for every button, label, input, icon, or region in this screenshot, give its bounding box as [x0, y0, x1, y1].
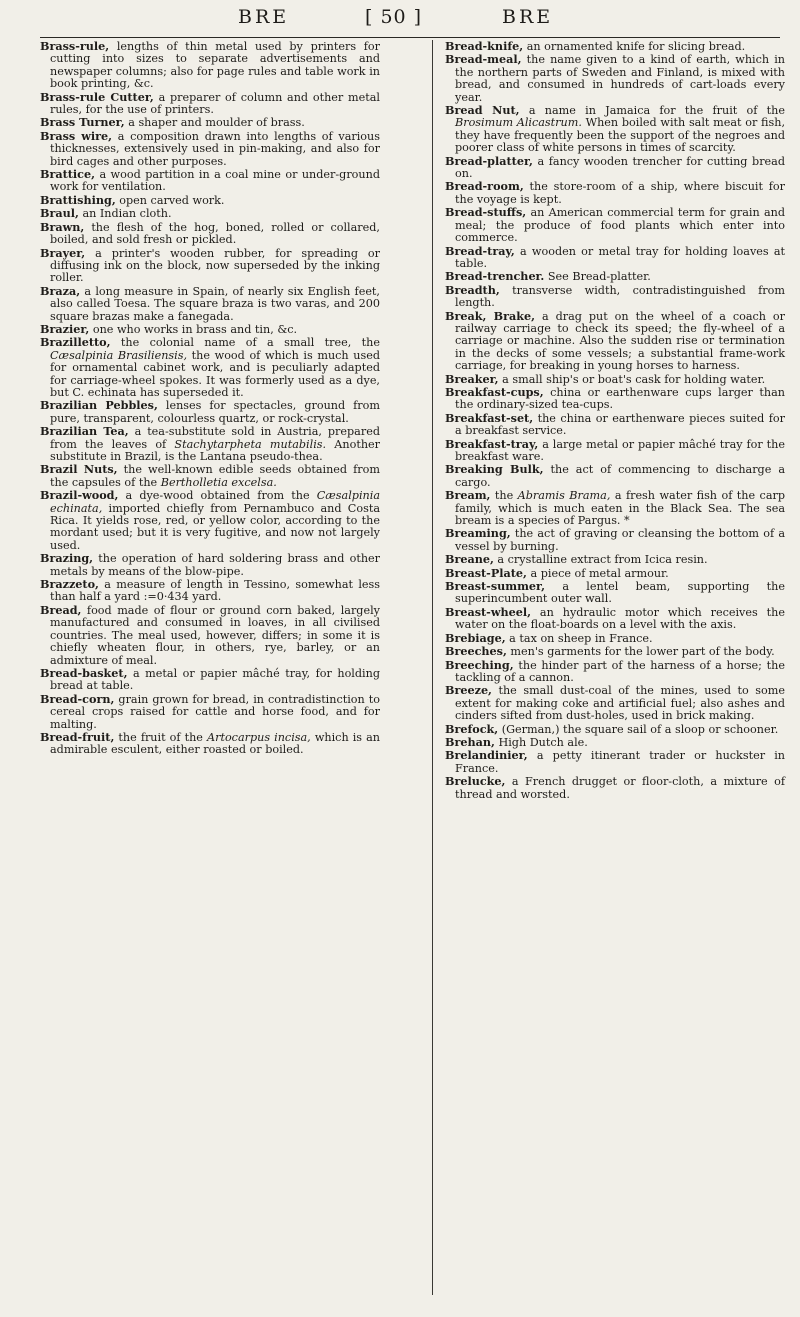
entry-headword: Bread-platter, [445, 153, 533, 168]
entry-definition: High Dutch ale. [494, 735, 588, 749]
entry-definition-tail: a fresh water fish of the carp family, which is much eaten in the Black Sea. The sea bream is a species of Pargus. * [455, 489, 785, 528]
dictionary-entry [445, 373, 785, 386]
entry-definition: a tea-substitute sold in Austria, prepared from the leaves of [50, 425, 380, 451]
running-head-right: BRE [502, 6, 554, 28]
entry-definition: a large metal or papier mâché tray for the breakfast ware. [455, 437, 785, 463]
dictionary-entry [445, 310, 785, 373]
entry-headword: Break, Brake, [445, 308, 536, 323]
entry-headword: Breakfast-tray, [445, 436, 539, 451]
entry-definition: the act of commencing to discharge a cargo. [455, 463, 785, 489]
dictionary-entry [40, 578, 380, 604]
entry-headword: Brelandinier, [445, 748, 528, 763]
entry-headword: Brazzeto, [40, 577, 99, 592]
entry-headword: Brazil Nuts, [40, 462, 118, 477]
entry-headword: Bread-meal, [445, 52, 522, 67]
entry-definition: a long measure in Spain, of nearly six English feet, also called Toesa. The square braza is two varas, and 200 square brazas make a fanegada. [50, 284, 380, 323]
entry-definition: the flesh of the hog, boned, rolled or collared, boiled, and sold fresh or pickled. [50, 220, 380, 247]
entry-definition: an American commercial term for grain and meal; the produce of food plants which enter into commerce. [455, 206, 785, 245]
entry-definition: one who works in brass and tin, &c. [89, 322, 298, 336]
dictionary-entry [445, 53, 785, 104]
dictionary-entry [40, 693, 380, 731]
entry-definition: a measure of length in Tessino, somewhat less than half a yard :=0·434 yard. [50, 578, 380, 604]
dictionary-entry [40, 604, 380, 667]
dictionary-entry [445, 155, 785, 181]
entry-definition: lengths of thin metal used by printers for cutting into sizes to separate advertisements and newspaper columns; also for page rules and table work in book printing, &c. [50, 40, 380, 91]
dictionary-entry [40, 194, 380, 207]
dictionary-entry [40, 552, 380, 578]
entry-headword: Brazier, [40, 321, 90, 336]
dictionary-entry [445, 553, 785, 566]
entry-definition: the well-known edible seeds obtained from the capsules of the [50, 463, 380, 489]
dictionary-entry [445, 580, 785, 606]
dictionary-entry [445, 527, 785, 553]
entry-headword: Brass wire, [40, 128, 113, 143]
entry-definition: the small dust-coal of the mines, used to some extent for making coke and artificial fuel; also ashes and cinders sifted from dust-holes, used in brick making. [455, 684, 785, 723]
entry-definition: the [490, 489, 518, 503]
entry-definition: the china or earthenware pieces suited for a breakfast service. [455, 411, 785, 438]
dictionary-entry [445, 684, 785, 722]
entry-definition: the fruit of the [114, 730, 208, 744]
dictionary-entry [40, 130, 380, 168]
dictionary-entry [40, 221, 380, 247]
entry-definition: china or earthenware cups larger than the ordinary-sized tea-cups. [455, 385, 785, 412]
entry-headword: Brattice, [40, 167, 96, 182]
entry-headword: Brazilian Pebbles, [40, 398, 158, 413]
entry-definition: a fancy wooden trencher for cutting bread on. [455, 154, 785, 181]
entry-headword: Breast-wheel, [445, 604, 531, 619]
entry-definition-tail: the wood of which is much used for ornamental cabinet work, and is peculiarly adapted for carriage-wheel spokes. It was formerly used as a dye, but C. echinata has superseded it. [50, 348, 380, 399]
dictionary-entry [40, 667, 380, 693]
entry-definition: a printer's wooden rubber, for spreading or diffusing ink on the block, now superseded by the inking roller. [50, 246, 380, 285]
dictionary-entry [445, 270, 785, 283]
entry-italic: Bertholletia excelsa. [160, 475, 277, 489]
entry-definition: men's garments for the lower part of the body. [506, 645, 775, 659]
dictionary-entry [445, 206, 785, 244]
dictionary-entry [40, 91, 380, 117]
entry-headword: Breeches, [445, 644, 507, 659]
entry-headword: Bread-basket, [40, 665, 128, 680]
entry-headword: Brayer, [40, 245, 86, 260]
page-header [0, 6, 800, 40]
entry-definition: food made of flour or ground corn baked, largely manufactured and consumed in loaves, in all civilised countries. The meal used, however, differs; in some it is chiefly wheaten flour, in others, rye, barley, or an admixture of meal. [50, 603, 380, 667]
dictionary-entry [40, 207, 380, 220]
dictionary-entry [445, 180, 785, 206]
entry-definition: a small ship's or boat's cask for holding water. [498, 372, 766, 386]
entry-definition: (German,) the square sail of a sloop or schooner. [498, 722, 779, 736]
entry-headword: Breadth, [445, 282, 500, 297]
entry-headword: Bread-corn, [40, 691, 115, 706]
entry-headword: Breaker, [445, 371, 499, 386]
dictionary-entry [445, 40, 785, 53]
entry-headword: Bread-room, [445, 179, 524, 194]
entry-headword: Bread, [40, 602, 82, 617]
entry-definition: a drag put on the wheel of a coach or railway carriage to check its speed; the fly-wheel of a carriage or machine. Also the sudden rise or termination in the decks of some vessels; a substantial frame-work carriage, for breaking in young horses to harness. [455, 309, 785, 373]
entry-headword: Brazilletto, [40, 335, 111, 350]
dictionary-entry [445, 659, 785, 685]
entry-definition: a shaper and moulder of brass. [124, 116, 305, 130]
entry-headword: Brazil-wood, [40, 488, 119, 503]
dictionary-entry [40, 425, 380, 463]
entry-italic: Cæsalpinia echinata, [50, 489, 380, 515]
entry-definition-tail: imported chiefly from Pernambuco and Costa Rica. It yields rose, red, or yellow color, according to the mordant used; but it is very fugitive, and now not largely used. [50, 501, 380, 552]
dictionary-entry [445, 438, 785, 464]
entry-definition-tail: which is an admirable esculent, either roasted or boiled. [50, 730, 381, 757]
entry-italic: Abramis Brama, [517, 489, 611, 503]
dictionary-entry [445, 749, 785, 775]
entry-definition: a preparer of column and other metal rules, for the use of printers. [50, 90, 380, 117]
entry-headword: Bream, [445, 488, 491, 503]
dictionary-entry [40, 489, 380, 552]
entry-definition: a French drugget or floor-cloth, a mixture of thread and worsted. [455, 775, 785, 801]
entry-headword: Brawn, [40, 219, 85, 234]
entry-headword: Breakfast-set, [445, 410, 534, 425]
entry-headword: Breakfast-cups, [445, 384, 544, 399]
entry-definition: the colonial name of a small tree, the [110, 336, 380, 350]
dictionary-entry [40, 336, 380, 399]
entry-headword: Braul, [40, 206, 79, 221]
dictionary-entry [445, 645, 785, 658]
entry-definition: a name in Jamaica for the fruit of the [519, 104, 785, 118]
dictionary-entry [40, 285, 380, 323]
entry-headword: Bread-knife, [445, 39, 524, 53]
dictionary-entry [445, 775, 785, 801]
dictionary-entry [40, 168, 380, 194]
page-number: [ 50 ] [365, 6, 423, 28]
dictionary-entry [445, 463, 785, 489]
entry-headword: Breane, [445, 552, 494, 567]
entry-definition: a composition drawn into lengths of various thicknesses, extensively used in pin-making, and also for bird cages and other purposes. [50, 129, 380, 168]
entry-definition: an ornamented knife for slicing bread. [523, 40, 746, 53]
entry-definition: a tax on sheep in France. [505, 631, 653, 645]
entry-definition: an hydraulic motor which receives the water on the float-boards on a level with the axis. [455, 605, 785, 632]
entry-headword: Breast-summer, [445, 579, 546, 594]
entry-definition: an Indian cloth. [78, 207, 172, 221]
entry-headword: Bread-fruit, [40, 729, 115, 744]
entry-definition: See Bread-platter. [544, 270, 651, 284]
dictionary-entry [445, 632, 785, 645]
dictionary-entry [445, 489, 785, 527]
dictionary-entry [445, 245, 785, 271]
entry-definition: the operation of hard soldering brass and other metals by means of the blow-pipe. [50, 552, 380, 578]
dictionary-entry [445, 104, 785, 155]
entry-headword: Brelucke, [445, 774, 506, 789]
entry-headword: Breeching, [445, 657, 514, 672]
entry-headword: Brehan, [445, 734, 495, 749]
entry-headword: Brazilian Tea, [40, 424, 129, 439]
entry-definition: the store-room of a ship, where biscuit for the voyage is kept. [455, 180, 785, 206]
header-rule [40, 37, 780, 38]
dictionary-entry [445, 412, 785, 438]
dictionary-entry [40, 116, 380, 129]
entry-headword: Brass-rule Cutter, [40, 89, 154, 104]
entry-definition: transverse width, contradistinguished from length. [455, 283, 785, 310]
entry-headword: Brattishing, [40, 192, 116, 207]
entry-definition: the hinder part of the harness of a horse; the tackling of a cannon. [455, 658, 785, 684]
entry-headword: Brass-rule, [40, 39, 110, 53]
entry-italic: Brosimum Alicastrum. [455, 116, 582, 130]
dictionary-entry [445, 567, 785, 580]
entry-definition: a petty itinerant trader or huckster in France. [455, 749, 785, 775]
entry-headword: Bread-trencher. [445, 269, 545, 284]
entry-italic: Stachytarpheta mutabilis. [174, 437, 327, 451]
dictionary-entry [445, 736, 785, 749]
entry-headword: Breast-Plate, [445, 565, 527, 580]
entry-definition: the name given to a kind of earth, which in the northern parts of Sweden and Finland, is mixed with bread, and consumed in hundreds of cart-loads every year. [455, 53, 785, 104]
entry-definition: a metal or papier mâché tray, for holding bread at table. [50, 666, 380, 693]
entry-definition: a wood partition in a coal mine or under-ground work for ventilation. [50, 168, 380, 194]
dictionary-entry [445, 386, 785, 412]
entry-definition: lenses for spectacles, ground from pure, transparent, colourless quartz, or rock-crystal. [50, 399, 380, 425]
entry-definition: the act of graving or cleansing the bottom of a vessel by burning. [455, 527, 785, 553]
entry-definition: a wooden or metal tray for holding loaves at table. [455, 244, 785, 270]
entry-definition: open carved work. [115, 193, 225, 207]
entry-definition: grain grown for bread, in contradistinction to cereal crops raised for cattle and horse food, and for malting. [50, 692, 380, 731]
dictionary-entry [40, 247, 380, 285]
entry-headword: Brass Turner, [40, 115, 125, 130]
dictionary-entry [445, 606, 785, 632]
entry-headword: Breaking Bulk, [445, 462, 544, 477]
entry-definition: a lentel beam, supporting the superincumbent outer wall. [455, 580, 785, 606]
entry-headword: Breaming, [445, 526, 511, 541]
running-head-left: BRE [238, 6, 290, 28]
entry-headword: Bread Nut, [445, 103, 520, 118]
entry-italic: Artocarpus incisa, [207, 730, 311, 744]
entry-headword: Brebiage, [445, 630, 506, 645]
entry-definition: a crystalline extract from Icica resin. [493, 553, 708, 567]
entry-definition: a piece of metal armour. [526, 566, 669, 580]
entry-headword: Brefock, [445, 721, 499, 736]
dictionary-entry [40, 731, 380, 757]
entry-definition-tail: When boiled with salt meat or fish, they have frequently been the support of the negroes and poorer class of white persons in times of scarcity. [455, 116, 785, 155]
dictionary-entry [40, 323, 380, 336]
entry-italic: Cæsalpinia Brasiliensis, [50, 348, 188, 362]
entry-headword: Braza, [40, 283, 81, 298]
entry-headword: Bread-tray, [445, 243, 515, 258]
left-column [40, 40, 380, 757]
dictionary-entry [40, 399, 380, 425]
entry-headword: Bread-stuffs, [445, 205, 527, 220]
entry-headword: Breeze, [445, 683, 492, 698]
entry-headword: Brazing, [40, 551, 94, 566]
column-divider [432, 40, 433, 1295]
right-column [445, 40, 785, 801]
entry-definition: a dye-wood obtained from the [118, 489, 317, 503]
dictionary-entry [445, 284, 785, 310]
dictionary-entry [40, 40, 380, 91]
dictionary-entry [40, 463, 380, 489]
dictionary-entry [445, 723, 785, 736]
entry-definition-tail: Another substitute in Brazil, is the Lantana pseudo-thea. [50, 437, 380, 463]
